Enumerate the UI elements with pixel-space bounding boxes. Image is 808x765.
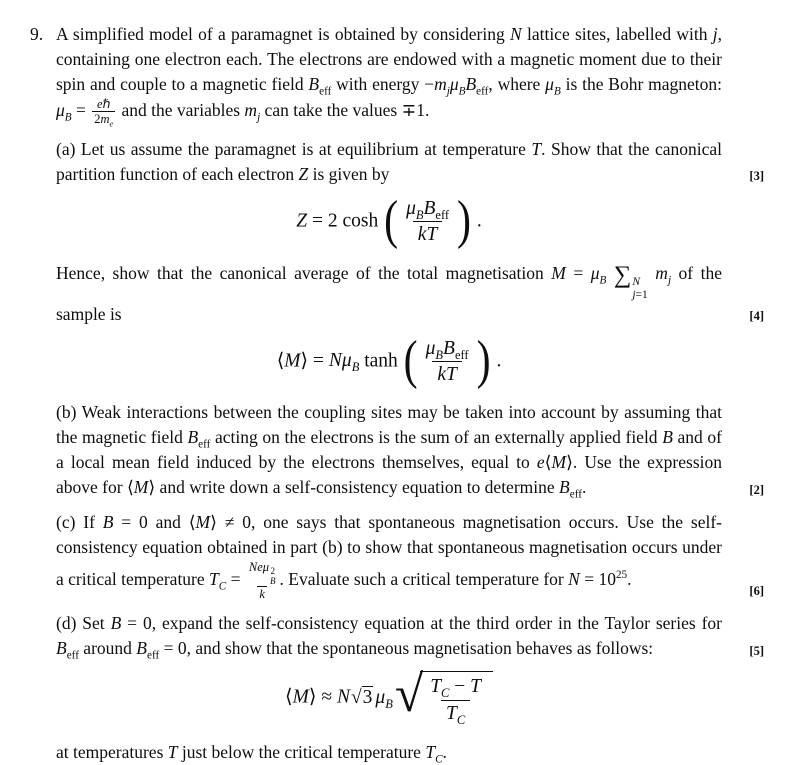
hence-text: Hence, show that the canonical average of the total magnetisation $M = \mu_B$ ∑ N j=1 $m_j$ of the sample is: [56, 261, 722, 324]
hence-marks-badge: [4]: [749, 309, 764, 324]
part-a-text: (a) Let us assume the paramagnet is at equilibrium at temperature T. Show that the canonical partition function of each electron Z is given by: [56, 138, 723, 184]
part-a-marks-badge: [3]: [749, 169, 764, 184]
equation-partition-function: Z = 2 cosh ( $\frac{\mu_BB_{eff}}{kT}$ ) .: [296, 190, 482, 251]
question-9: [30, 22, 808, 765]
equation-average-magnetisation: ⟨M⟩ = $N\mu_B$ tanh ( $\frac{\mu_BB_{eff}}{kT}$ ) .: [276, 330, 502, 391]
part-b-paragraph: [56, 400, 764, 501]
part-b-text: (b) Weak interactions between the coupling sites may be taken into account by assuming that the magnetic field $B_{eff}$ acting on the electrons is the sum of an externally applied field B and of a local mean field induced by the electrons themselves, equal to e⟨M⟩. Use the expression above for ⟨M⟩ and write down a self-consistency equation to determine $B_{eff}$.: [56, 402, 722, 501]
part-c-marks-badge: [6]: [749, 583, 764, 598]
part-d-marks-badge: [5]: [749, 643, 764, 658]
hence-paragraph: [56, 261, 764, 327]
question-body: [56, 22, 764, 765]
part-b-marks-badge: [2]: [749, 482, 764, 497]
equation-spontaneous-magnetisation: ⟨M⟩ ≈ N√3 $\mu_B$ √ $\frac{T_C - T}{T_C}$: [56, 671, 722, 725]
part-c-paragraph: [56, 510, 764, 601]
part-d-paragraph: [56, 611, 764, 662]
intro-paragraph: A simplified model of a paramagnet is obtained by considering N lattice sites, labelled with j, containing one electron each. The electrons are endowed with a magnetic moment due to their spin and couple to a magnetic field $B_{eff}$ with energy $-m_j\mu_BB_{eff}$, where $\mu_B$ is the Bohr magneton: $\mu_B$ = $\frac{\text{eℏ}}{2m_e}$ and the variables $m_j$ can take the values ∓1.: [56, 24, 722, 129]
part-a-paragraph: [56, 137, 764, 187]
question-number: 9.: [30, 24, 44, 44]
part-d-text: (d) Set B = 0, expand the self-consistency equation at the third order in the Taylor series for $B_{eff}$ around $B_{eff} = 0$, and show that the spontaneous magnetisation behaves as follows:: [56, 613, 722, 662]
part-c-text: (c) If B = 0 and ⟨M⟩ ≠ 0, one says that spontaneous magnetisation occurs. Use the self-consistency equation obtained in part (b) to show that spontaneous magnetisation occurs under a critical temperature $T_C$ = Neμ 2 B k . Evaluate such a critical temperature for $N = 10^{25}$.: [56, 512, 722, 601]
closing-paragraph: at temperatures T just below the critical temperature $T_C$.: [56, 741, 447, 765]
